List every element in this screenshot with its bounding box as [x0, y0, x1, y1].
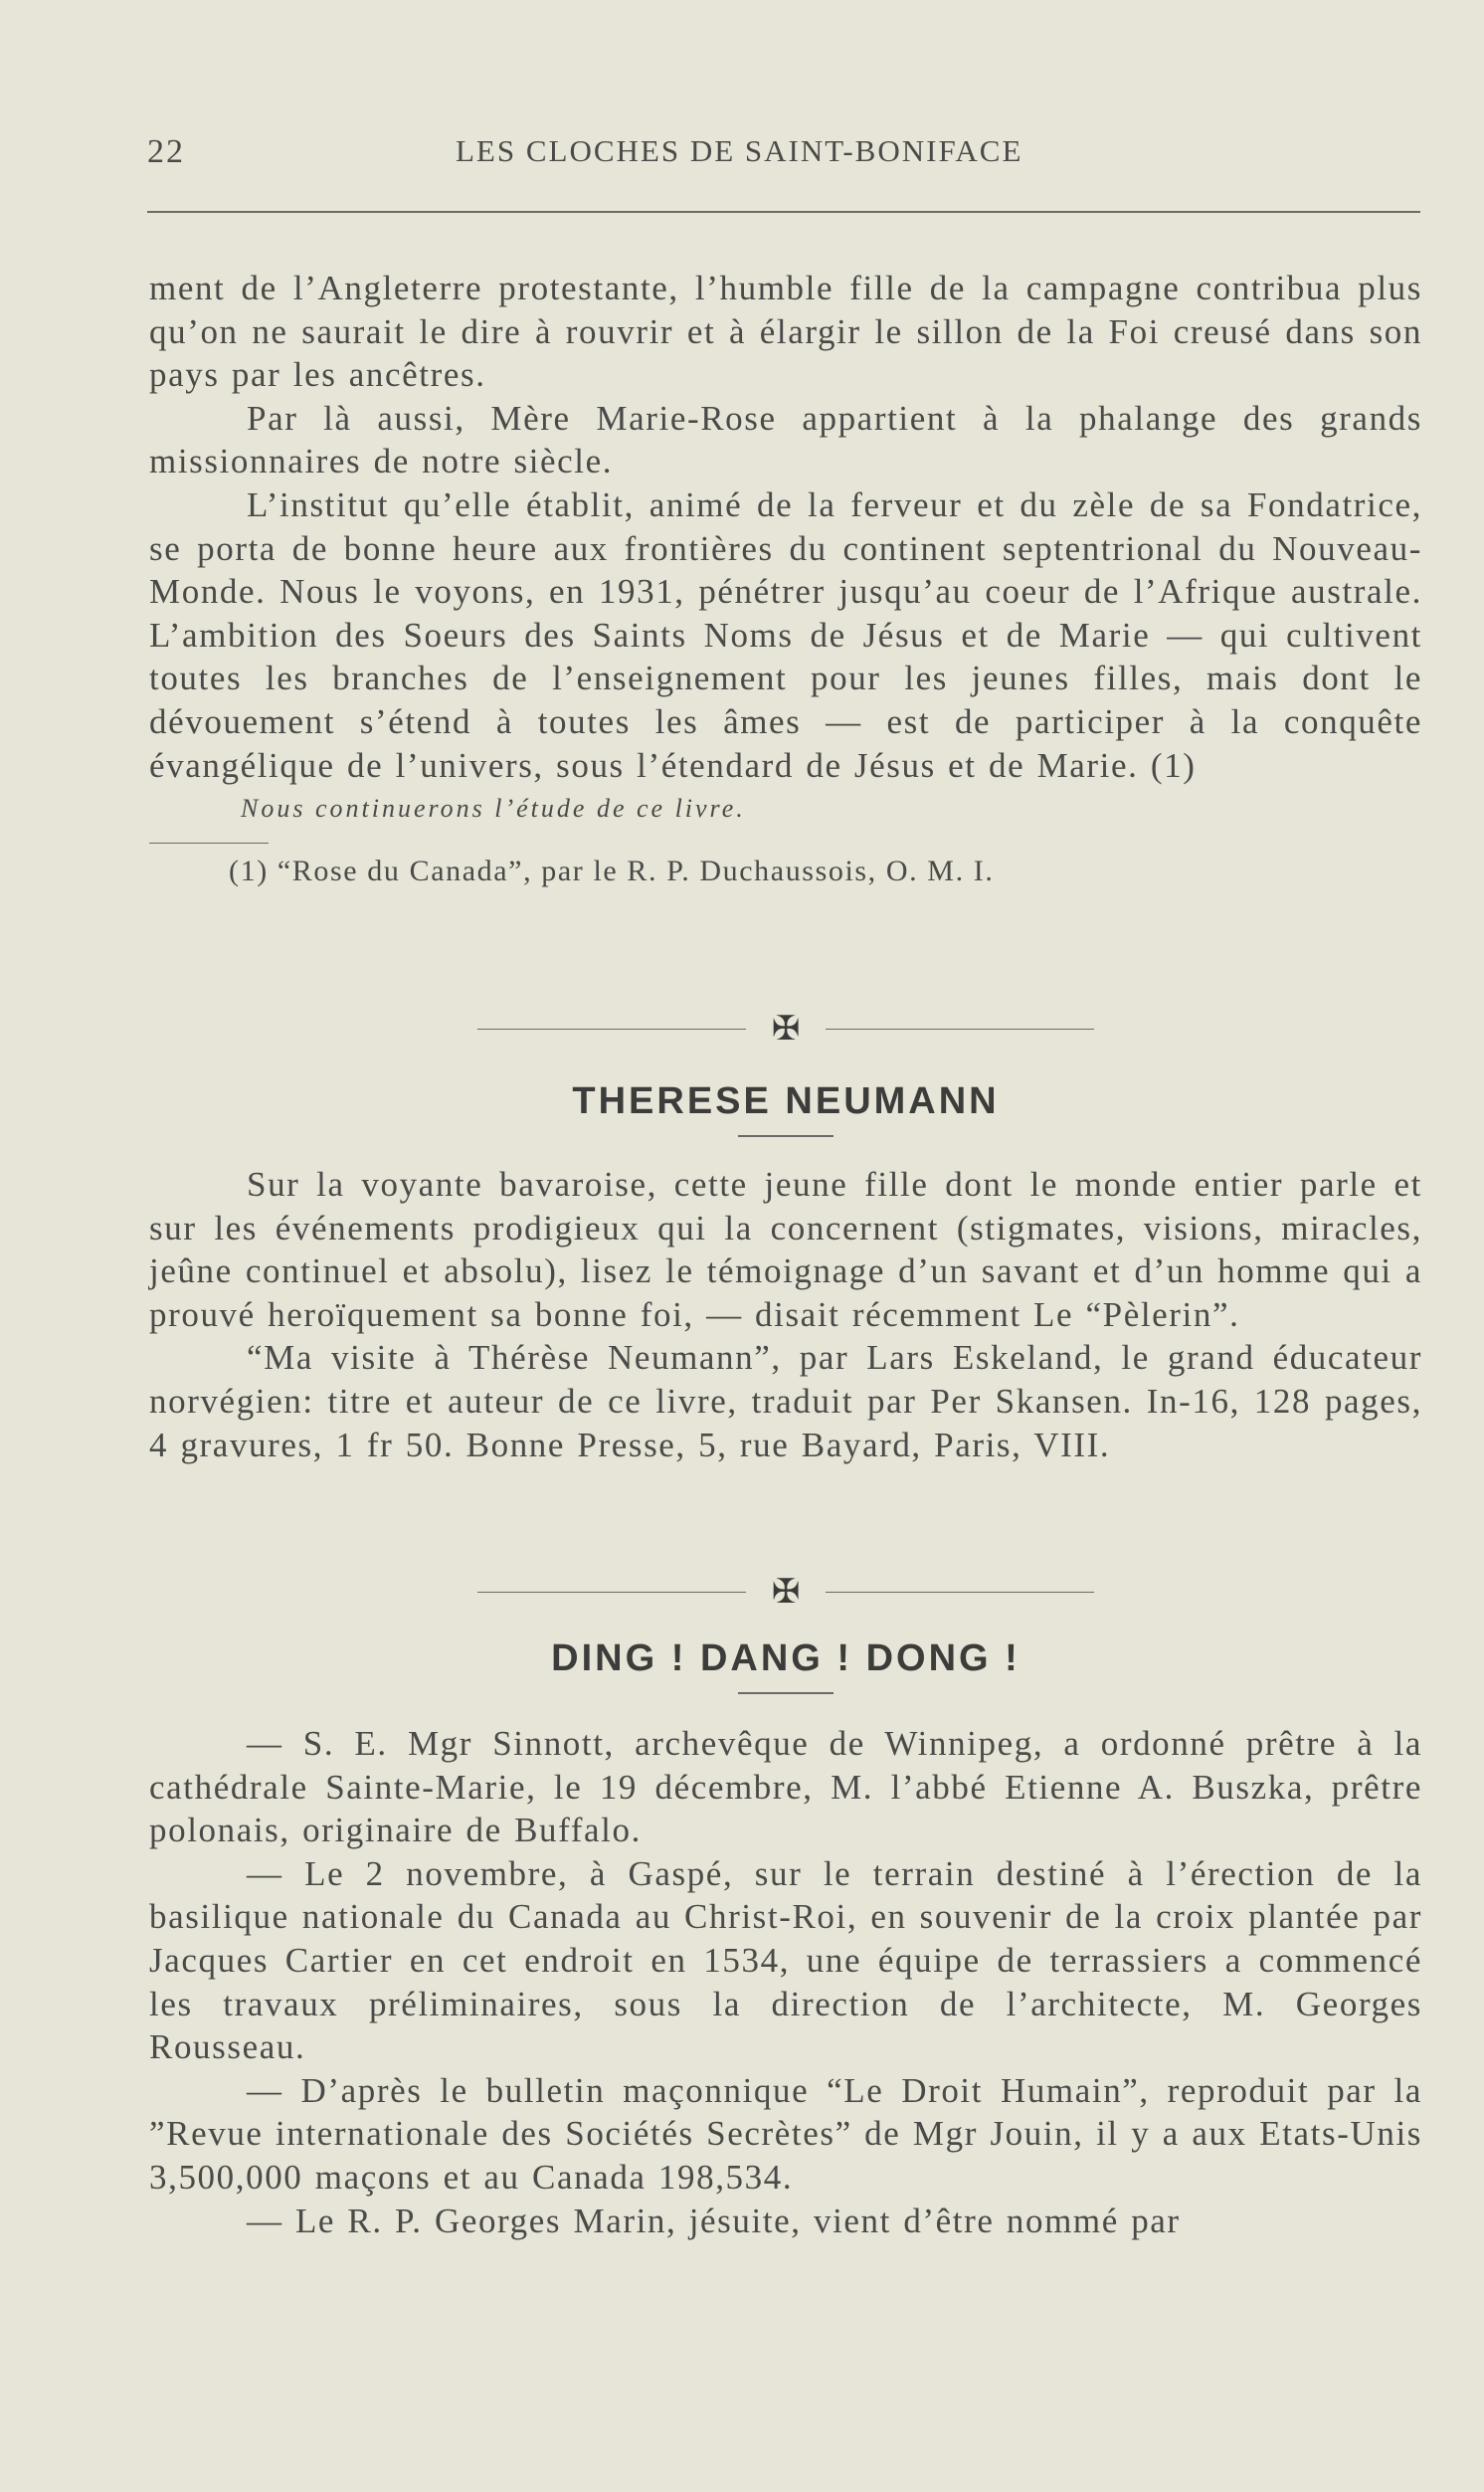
footnote-rule — [149, 843, 269, 844]
page-header — [147, 133, 1420, 183]
continuation-note: Nous continuerons l’étude de ce livre. — [241, 794, 746, 824]
intro-paragraph-1: ment de l’Angleterre protestante, l’humble fille de la campagne contribua plus qu’on ne saurait le dire à rouvrir et à élargir le sillon de la Foi creusé dans son pays par les ancêtres. — [149, 269, 1422, 395]
running-title: LES CLOCHES DE SAINT-BONIFACE — [456, 133, 1023, 168]
page-number: 22 — [147, 133, 185, 170]
header-rule — [147, 211, 1420, 213]
section-title-ding: DING ! DANG ! DONG ! — [551, 1637, 1020, 1679]
title-underline — [738, 1135, 834, 1137]
intro-paragraph-3: L’institut qu’elle établit, animé de la ferveur et du zèle de sa Fondatrice, se porta de bonne heure aux frontières du continent septentrional du Nouveau-Monde. Nous le voyons, en 1931, pénétrer jusqu’au coeur de l’Afrique australe. L’ambition des Soeurs des Saints Noms de Jésus et de Marie — qui cultivent toutes les branches de l’enseignement pour les jeunes filles, mais dont le dévouement s’étend à toutes les âmes — est de participer à la conquête évangélique de l’univers, sous l’étendard de Jésus et de Marie. (1) — [149, 484, 1422, 785]
maltese-cross-icon: ✠ — [771, 1572, 801, 1612]
section-separator — [149, 1572, 1422, 1612]
neumann-section — [149, 1001, 1422, 1466]
footnote: (1) “Rose du Canada”, par le R. P. Duchaussois, O. M. I. — [229, 855, 995, 888]
intro-section — [149, 267, 1422, 893]
section-title-neumann: THERESE NEUMANN — [572, 1080, 1000, 1122]
title-underline — [738, 1692, 834, 1694]
separator-line-right — [826, 1029, 1094, 1030]
neumann-paragraph-1: Sur la voyante bavaroise, cette jeune fille dont le monde entier parle et sur les événements prodigieux qui la concernent (stigmates, visions, miracles, jeûne continuel et absolu), lisez le témoignage d’un savant et d’un homme qui a prouvé heroïquement sa bonne foi, — disait récemment Le “Pèlerin”. — [149, 1165, 1422, 1334]
section-separator — [149, 1009, 1422, 1049]
ding-section — [149, 1564, 1422, 2242]
neumann-paragraph-2: “Ma visite à Thérèse Neumann”, par Lars Eskeland, le grand éducateur norvégien: titre et auteur de ce livre, traduit par Per Skansen. In-16, 128 pages, 4 gravures, 1 fr 50. Bonne Presse, 5, rue Bayard, Paris, VIII. — [149, 1338, 1422, 1464]
ding-paragraph-4: — Le R. P. Georges Marin, jésuite, vient d’être nommé par — [247, 2201, 1181, 2240]
separator-line-right — [826, 1592, 1094, 1593]
maltese-cross-icon: ✠ — [771, 1009, 801, 1049]
separator-line-left — [477, 1592, 746, 1593]
ding-paragraph-2: — Le 2 novembre, à Gaspé, sur le terrain destiné à l’érection de la basilique nationale du Canada au Christ-Roi, en souvenir de la croix plantée par Jacques Cartier en cet endroit en 1534, une équipe de terrassiers a commencé les travaux préliminaires, sous la direction de l’architecte, M. Georges Rousseau. — [149, 1853, 1422, 2067]
separator-line-left — [477, 1029, 746, 1030]
intro-paragraph-2: Par là aussi, Mère Marie-Rose appartient à la phalange des grands missionnaires de notre siècle. — [149, 398, 1422, 481]
ding-paragraph-3: — D’après le bulletin maçonnique “Le Droit Humain”, reproduit par la ”Revue internationale des Sociétés Secrètes” de Mgr Jouin, il y a aux Etats-Unis 3,500,000 maçons et au Canada 198,534. — [149, 2070, 1422, 2197]
ding-paragraph-1: — S. E. Mgr Sinnott, archevêque de Winnipeg, a ordonné prêtre à la cathédrale Sainte-Marie, le 19 décembre, M. l’abbé Etienne A. Buszka, prêtre polonais, originaire de Buffalo. — [149, 1724, 1422, 1850]
